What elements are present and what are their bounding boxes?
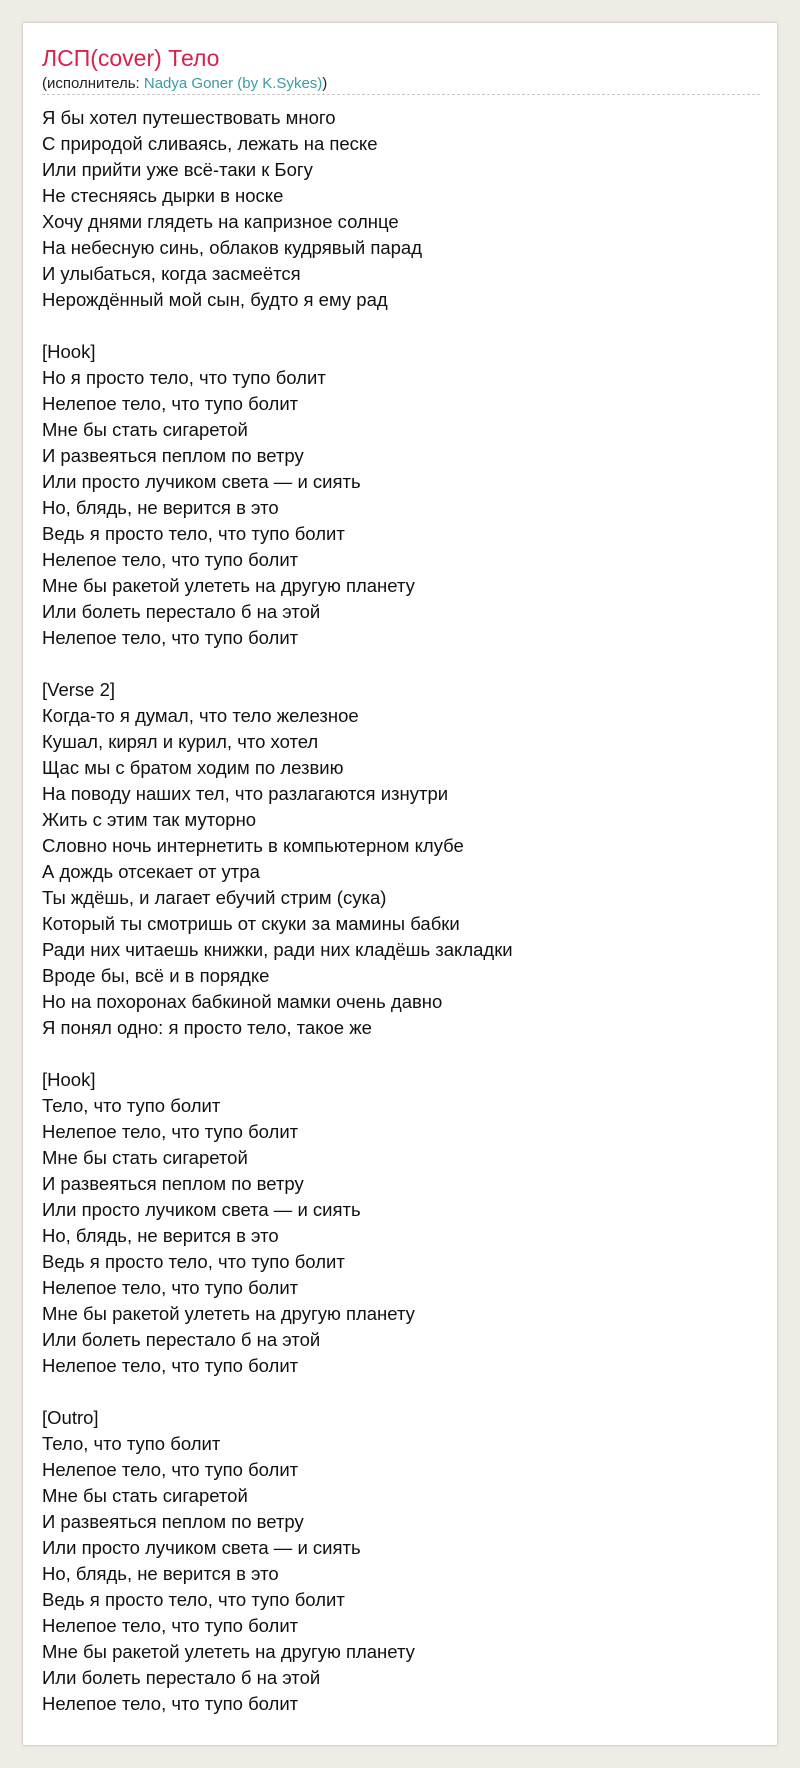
lyric-line: На поводу наших тел, что разлагаются изнутри bbox=[42, 783, 449, 804]
lyric-line: Нелепое тело, что тупо болит bbox=[42, 1693, 299, 1714]
lyric-blank-line bbox=[42, 313, 762, 339]
lyric-line: Не стесняясь дырки в носке bbox=[42, 185, 284, 206]
song-title: ЛСП(cover) Тело bbox=[42, 45, 220, 71]
lyric-line: И улыбаться, когда засмеётся bbox=[42, 263, 301, 284]
lyric-line: Или просто лучиком света — и сиять bbox=[42, 1199, 361, 1220]
lyric-line: Но, блядь, не верится в это bbox=[42, 1563, 279, 1584]
lyric-line: Когда-то я думал, что тело железное bbox=[42, 705, 359, 726]
lyric-line: Нелепое тело, что тупо болит bbox=[42, 627, 299, 648]
lyric-line: Жить с этим так муторно bbox=[42, 809, 257, 830]
lyric-line: Ведь я просто тело, что тупо болит bbox=[42, 1251, 345, 1272]
lyric-line: Нерождённый мой сын, будто я ему рад bbox=[42, 289, 388, 310]
lyric-line: Мне бы стать сигаретой bbox=[42, 1147, 248, 1168]
lyric-line: Нелепое тело, что тупо болит bbox=[42, 1121, 299, 1142]
lyric-blank-line bbox=[42, 1379, 762, 1405]
lyric-line: Или болеть перестало б на этой bbox=[42, 1667, 321, 1688]
lyric-line: На небесную синь, облаков кудрявый парад bbox=[42, 237, 423, 258]
lyric-line: Мне бы ракетой улететь на другую планету bbox=[42, 1303, 415, 1324]
lyric-line: Или просто лучиком света — и сиять bbox=[42, 1537, 361, 1558]
lyric-blank-line bbox=[42, 651, 762, 677]
lyric-line: Нелепое тело, что тупо болит bbox=[42, 1615, 299, 1636]
title-divider bbox=[42, 94, 760, 95]
lyric-line: Мне бы ракетой улететь на другую планету bbox=[42, 1641, 415, 1662]
lyric-line: Я бы хотел путешествовать много bbox=[42, 107, 336, 128]
lyric-line: Хочу днями глядеть на капризное солнце bbox=[42, 211, 399, 232]
lyric-line: Мне бы стать сигаретой bbox=[42, 1485, 248, 1506]
lyric-line: И развеяться пеплом по ветру bbox=[42, 1511, 304, 1532]
lyric-section-label: [Verse 2] bbox=[42, 679, 116, 700]
lyric-blank-line bbox=[42, 1041, 762, 1067]
lyric-line: Но на похоронах бабкиной мамки очень давно bbox=[42, 991, 443, 1012]
lyric-section-label: [Outro] bbox=[42, 1407, 99, 1428]
lyric-line: Ты ждёшь, и лагает ебучий стрим (сука) bbox=[42, 887, 387, 908]
lyric-line: Ведь я просто тело, что тупо болит bbox=[42, 523, 345, 544]
lyric-line: Или болеть перестало б на этой bbox=[42, 601, 321, 622]
lyric-line: Который ты смотришь от скуки за мамины бабки bbox=[42, 913, 460, 934]
lyric-line: Или прийти уже всё-таки к Богу bbox=[42, 159, 313, 180]
artist-link[interactable]: Nadya Goner (by K.Sykes) bbox=[143, 75, 323, 92]
lyric-line: Мне бы стать сигаретой bbox=[42, 419, 248, 440]
lyric-line: Тело, что тупо болит bbox=[42, 1433, 221, 1454]
lyric-line: Словно ночь интернетить в компьютерном клубе bbox=[42, 835, 464, 856]
lyric-line: Ведь я просто тело, что тупо болит bbox=[42, 1589, 345, 1610]
lyric-line: Но я просто тело, что тупо болит bbox=[42, 367, 326, 388]
lyric-line: Щас мы с братом ходим по лезвию bbox=[42, 757, 344, 778]
lyric-line: Нелепое тело, что тупо болит bbox=[42, 1277, 299, 1298]
lyric-line: И развеяться пеплом по ветру bbox=[42, 445, 304, 466]
lyrics-text bbox=[42, 105, 762, 1717]
lyrics-card bbox=[22, 22, 778, 1746]
lyric-line: Кушал, кирял и курил, что хотел bbox=[42, 731, 319, 752]
lyric-line: Нелепое тело, что тупо болит bbox=[42, 549, 299, 570]
artist-suffix: ) bbox=[322, 75, 328, 92]
artist-prefix: (исполнитель: bbox=[42, 75, 144, 92]
lyric-line: С природой сливаясь, лежать на песке bbox=[42, 133, 378, 154]
lyric-line: Или просто лучиком света — и сиять bbox=[42, 471, 361, 492]
lyric-line: Вроде бы, всё и в порядке bbox=[42, 965, 270, 986]
lyric-line: Но, блядь, не верится в это bbox=[42, 497, 279, 518]
lyric-line: Но, блядь, не верится в это bbox=[42, 1225, 279, 1246]
lyric-line: И развеяться пеплом по ветру bbox=[42, 1173, 304, 1194]
lyric-line: Нелепое тело, что тупо болит bbox=[42, 1459, 299, 1480]
lyric-section-label: [Hook] bbox=[42, 1069, 96, 1090]
lyric-section-label: [Hook] bbox=[42, 341, 96, 362]
lyric-line: Нелепое тело, что тупо болит bbox=[42, 1355, 299, 1376]
lyric-line: Нелепое тело, что тупо болит bbox=[42, 393, 299, 414]
lyric-line: А дождь отсекает от утра bbox=[42, 861, 260, 882]
lyric-line: Ради них читаешь книжки, ради них кладёшь закладки bbox=[42, 939, 513, 960]
lyric-line: Или болеть перестало б на этой bbox=[42, 1329, 321, 1350]
artist-line bbox=[42, 74, 327, 94]
lyric-line: Тело, что тупо болит bbox=[42, 1095, 221, 1116]
lyric-line: Я понял одно: я просто тело, такое же bbox=[42, 1017, 372, 1038]
lyric-line: Мне бы ракетой улететь на другую планету bbox=[42, 575, 415, 596]
